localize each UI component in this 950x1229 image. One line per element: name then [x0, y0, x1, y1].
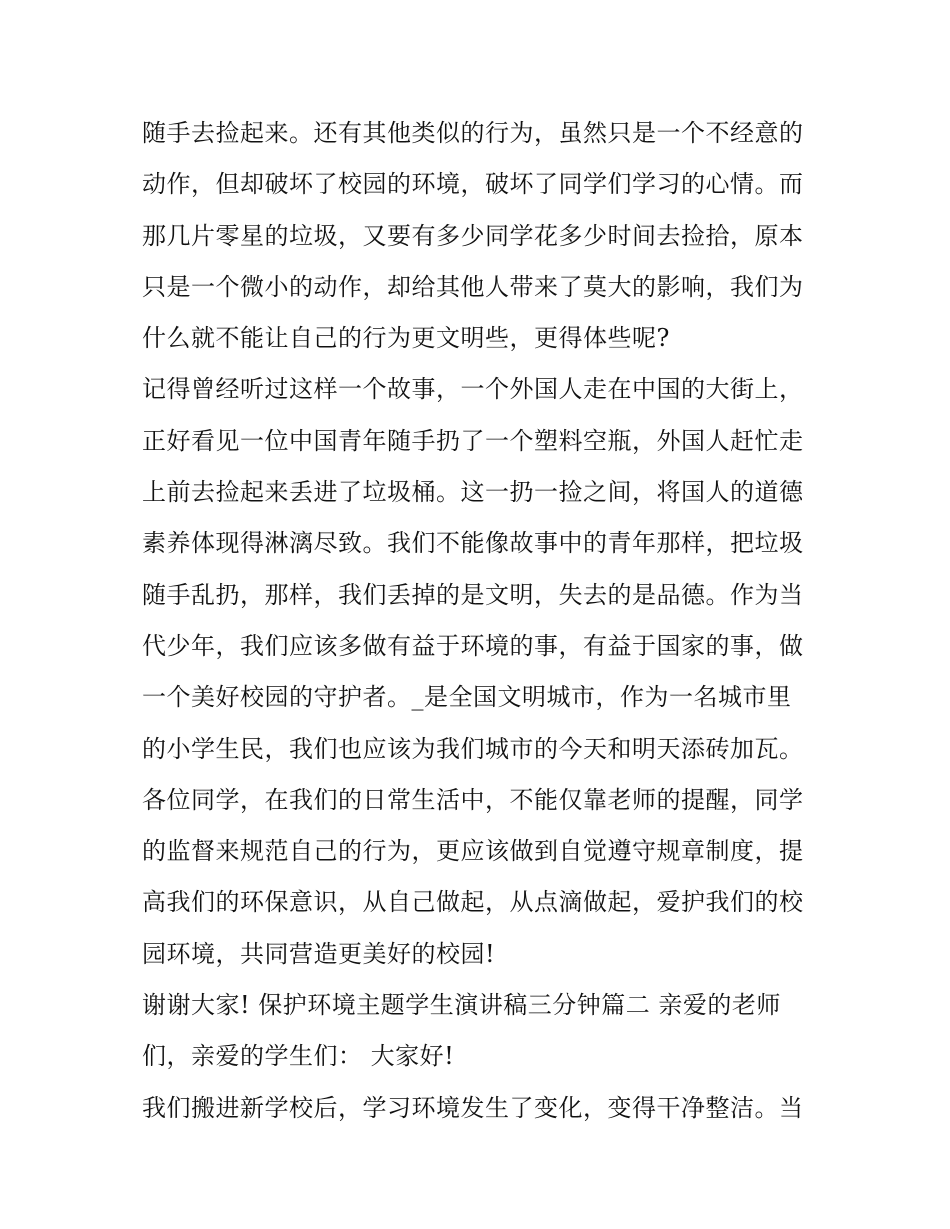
text-line: 随手去捡起来。还有其他类似的行为，虽然只是一个不经意的	[142, 119, 804, 147]
text-line: 素养体现得淋漓尽致。我们不能像故事中的青年那样，把垃圾	[142, 529, 804, 558]
text-line: 我们搬进新学校后，学习环境发生了变化，变得干净整洁。当	[142, 1093, 804, 1122]
text-line: 各位同学，在我们的日常生活中，不能仅靠老师的提醒，同学	[142, 785, 804, 814]
text-line: 们，亲爱的学生们： 大家好!	[142, 1042, 455, 1071]
text-line: 的小学生民，我们也应该为我们城市的今天和明天添砖加瓦。	[142, 734, 804, 763]
text-line: 什么就不能让自己的行为更文明些，更得体些呢?	[142, 324, 670, 353]
text-line: 记得曾经听过这样一个故事，一个外国人走在中国的大街上，	[142, 375, 804, 404]
text-line: 那几片零星的垃圾，又要有多少同学花多少时间去捡拾，原本	[142, 221, 804, 250]
text-line: 正好看见一位中国青年随手扔了一个塑料空瓶，外国人赶忙走	[142, 426, 804, 455]
text-line: 随手乱扔，那样，我们丢掉的是文明，失去的是品德。作为当	[142, 580, 804, 609]
text-line: 园环境，共同营造更美好的校园!	[142, 939, 496, 968]
text-line: 只是一个微小的动作，却给其他人带来了莫大的影响，我们为	[142, 272, 804, 301]
text-line: 一个美好校园的守护者。_是全国文明城市，作为一名城市里	[142, 683, 792, 712]
text-line: 谢谢大家! 保护环境主题学生演讲稿三分钟篇二 亲爱的老师	[142, 991, 781, 1020]
body-text	[142, 108, 822, 1134]
text-line: 代少年，我们应该多做有益于环境的事，有益于国家的事，做	[142, 631, 804, 660]
text-line: 高我们的环保意识，从自己做起，从点滴做起，爱护我们的校	[142, 888, 804, 917]
text-line: 动作，但却破坏了校园的环境，破坏了同学们学习的心情。而	[142, 170, 804, 199]
text-line: 的监督来规范自己的行为，更应该做到自觉遵守规章制度，提	[142, 837, 804, 866]
text-line: 上前去捡起来丢进了垃圾桶。这一扔一捡之间，将国人的道德	[142, 478, 804, 507]
